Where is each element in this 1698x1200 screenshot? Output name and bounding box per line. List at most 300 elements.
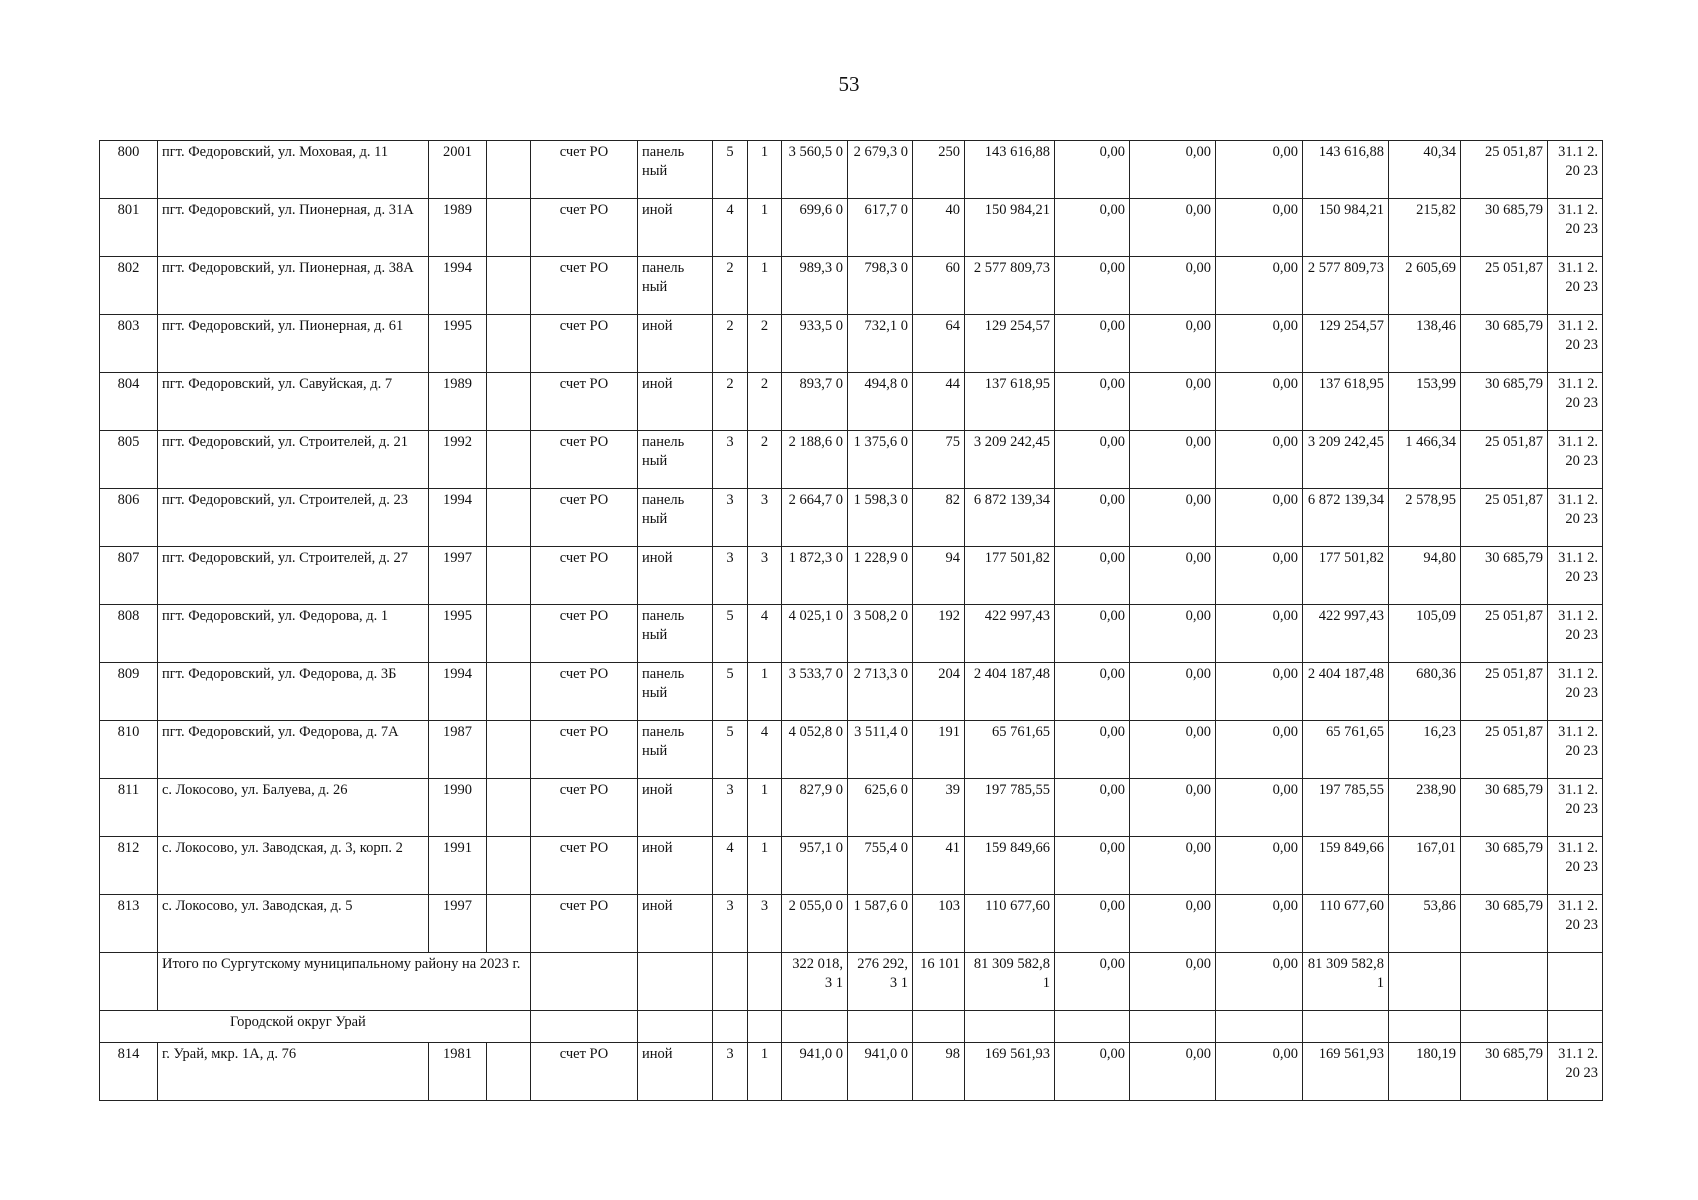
empty-cell [965,1011,1055,1043]
entrances-cell: 1 [748,663,782,721]
cost-part-1-cell: 0,00 [1055,895,1130,953]
floors-cell: 3 [713,779,748,837]
row-number: 813 [100,895,158,953]
entrances-cell: 2 [748,315,782,373]
row-number: 803 [100,315,158,373]
empty-cell [487,1043,531,1101]
entrances-cell: 1 [748,779,782,837]
residents-cell: 94 [913,547,965,605]
cost-part-3-cell: 0,00 [1216,837,1303,895]
cost-per-m2-cell: 94,80 [1389,547,1461,605]
cost-per-m2-cell: 153,99 [1389,373,1461,431]
living-area-cell: 3 508,2 0 [848,605,913,663]
cost-per-m2-cell: 2 605,69 [1389,257,1461,315]
empty-cell [1055,1011,1130,1043]
empty-cell [487,895,531,953]
empty-cell [1548,953,1603,1011]
row-number: 800 [100,141,158,199]
cost-per-m2-cell: 53,86 [1389,895,1461,953]
total-area-cell: 4 052,8 0 [782,721,848,779]
deadline-cell: 31.1 2.20 23 [1548,489,1603,547]
account-cell: счет РО [531,721,638,779]
empty-cell [487,199,531,257]
living-area-cell: 755,4 0 [848,837,913,895]
table-row [100,431,1603,489]
cost-part-1-cell: 0,00 [1055,141,1130,199]
empty-cell [848,1011,913,1043]
living-area-cell: 941,0 0 [848,1043,913,1101]
year-cell: 1987 [429,721,487,779]
residents-cell: 204 [913,663,965,721]
year-cell: 1994 [429,257,487,315]
cost-part-1-cell: 0,00 [1055,663,1130,721]
table-row [100,547,1603,605]
account-cell: счет РО [531,141,638,199]
empty-cell [1461,1011,1548,1043]
floors-cell: 5 [713,605,748,663]
cost-sum-cell: 159 849,66 [1303,837,1389,895]
table-row [100,315,1603,373]
cost-part-2-cell: 0,00 [1130,953,1216,1011]
address-cell: пгт. Федоровский, ул. Строителей, д. 27 [158,547,429,605]
empty-cell [782,1011,848,1043]
row-number: 808 [100,605,158,663]
cost-sum-cell: 150 984,21 [1303,199,1389,257]
cost-part-3-cell: 0,00 [1216,315,1303,373]
empty-cell [531,1011,638,1043]
table-row [100,721,1603,779]
cost-part-3-cell: 0,00 [1216,721,1303,779]
wall-material-cell: иной [638,1043,713,1101]
cost-part-1-cell: 0,00 [1055,373,1130,431]
empty-cell [748,953,782,1011]
limit-cell: 25 051,87 [1461,489,1548,547]
residents-cell: 39 [913,779,965,837]
residents-cell: 41 [913,837,965,895]
wall-material-cell: иной [638,199,713,257]
table-row [100,373,1603,431]
address-cell: пгт. Федоровский, ул. Моховая, д. 11 [158,141,429,199]
living-area-cell: 625,6 0 [848,779,913,837]
account-cell: счет РО [531,431,638,489]
cost-sum-cell: 143 616,88 [1303,141,1389,199]
cost-sum-cell: 2 404 187,48 [1303,663,1389,721]
cost-total-cell: 150 984,21 [965,199,1055,257]
floors-cell: 4 [713,837,748,895]
total-area-cell: 933,5 0 [782,315,848,373]
cost-total-cell: 81 309 582,81 [965,953,1055,1011]
cost-part-3-cell: 0,00 [1216,953,1303,1011]
section-header-row [100,1011,1603,1043]
table-row [100,895,1603,953]
deadline-cell: 31.1 2.20 23 [1548,547,1603,605]
entrances-cell: 4 [748,721,782,779]
limit-cell: 25 051,87 [1461,663,1548,721]
address-cell: пгт. Федоровский, ул. Пионерная, д. 38А [158,257,429,315]
floors-cell: 5 [713,721,748,779]
living-area-cell: 276 292,3 1 [848,953,913,1011]
year-cell: 1997 [429,895,487,953]
empty-cell [487,489,531,547]
deadline-cell: 31.1 2.20 23 [1548,199,1603,257]
row-number: 811 [100,779,158,837]
cost-per-m2-cell: 2 578,95 [1389,489,1461,547]
residents-cell: 192 [913,605,965,663]
address-cell: с. Локосово, ул. Балуева, д. 26 [158,779,429,837]
residents-cell: 250 [913,141,965,199]
living-area-cell: 732,1 0 [848,315,913,373]
year-cell: 1994 [429,663,487,721]
floors-cell: 5 [713,663,748,721]
cost-total-cell: 143 616,88 [965,141,1055,199]
entrances-cell: 2 [748,431,782,489]
table-row [100,489,1603,547]
table-row [100,257,1603,315]
cost-total-cell: 169 561,93 [965,1043,1055,1101]
floors-cell: 3 [713,431,748,489]
living-area-cell: 494,8 0 [848,373,913,431]
cost-sum-cell: 169 561,93 [1303,1043,1389,1101]
cost-sum-cell: 137 618,95 [1303,373,1389,431]
cost-part-1-cell: 0,00 [1055,257,1130,315]
table-row [100,199,1603,257]
floors-cell: 3 [713,547,748,605]
cost-part-1-cell: 0,00 [1055,779,1130,837]
deadline-cell: 31.1 2.20 23 [1548,141,1603,199]
cost-sum-cell: 6 872 139,34 [1303,489,1389,547]
total-area-cell: 827,9 0 [782,779,848,837]
address-cell: пгт. Федоровский, ул. Савуйская, д. 7 [158,373,429,431]
living-area-cell: 1 375,6 0 [848,431,913,489]
year-cell: 2001 [429,141,487,199]
cost-part-2-cell: 0,00 [1130,721,1216,779]
living-area-cell: 1 587,6 0 [848,895,913,953]
deadline-cell: 31.1 2.20 23 [1548,895,1603,953]
limit-cell: 30 685,79 [1461,895,1548,953]
cost-part-1-cell: 0,00 [1055,315,1130,373]
cost-sum-cell: 65 761,65 [1303,721,1389,779]
address-cell: с. Локосово, ул. Заводская, д. 3, корп. 2 [158,837,429,895]
total-area-cell: 3 560,5 0 [782,141,848,199]
entrances-cell: 3 [748,547,782,605]
cost-part-3-cell: 0,00 [1216,1043,1303,1101]
deadline-cell: 31.1 2.20 23 [1548,373,1603,431]
cost-part-1-cell: 0,00 [1055,605,1130,663]
section-label: Городской округ Урай [100,1011,531,1043]
empty-cell [100,953,158,1011]
cost-part-1-cell: 0,00 [1055,953,1130,1011]
wall-material-cell: панель ный [638,721,713,779]
empty-cell [748,1011,782,1043]
deadline-cell: 31.1 2.20 23 [1548,257,1603,315]
residents-cell: 98 [913,1043,965,1101]
table-body [100,141,1603,1101]
cost-part-2-cell: 0,00 [1130,837,1216,895]
account-cell: счет РО [531,373,638,431]
account-cell: счет РО [531,315,638,373]
floors-cell: 3 [713,1043,748,1101]
residents-cell: 191 [913,721,965,779]
limit-cell: 25 051,87 [1461,721,1548,779]
address-cell: г. Урай, мкр. 1А, д. 76 [158,1043,429,1101]
wall-material-cell: иной [638,895,713,953]
empty-cell [1303,1011,1389,1043]
limit-cell: 25 051,87 [1461,257,1548,315]
table-row [100,141,1603,199]
capital-repair-register-table [99,140,1603,1101]
empty-cell [1389,1011,1461,1043]
empty-cell [638,1011,713,1043]
cost-part-2-cell: 0,00 [1130,489,1216,547]
cost-part-3-cell: 0,00 [1216,547,1303,605]
empty-cell [487,779,531,837]
wall-material-cell: панель ный [638,489,713,547]
account-cell: счет РО [531,1043,638,1101]
row-number: 809 [100,663,158,721]
cost-per-m2-cell: 105,09 [1389,605,1461,663]
residents-cell: 75 [913,431,965,489]
cost-per-m2-cell: 16,23 [1389,721,1461,779]
cost-part-3-cell: 0,00 [1216,663,1303,721]
cost-sum-cell: 177 501,82 [1303,547,1389,605]
address-cell: пгт. Федоровский, ул. Федорова, д. 7А [158,721,429,779]
cost-part-3-cell: 0,00 [1216,257,1303,315]
table-row [100,663,1603,721]
year-cell: 1997 [429,547,487,605]
empty-cell [487,721,531,779]
empty-cell [1216,1011,1303,1043]
empty-cell [487,605,531,663]
year-cell: 1992 [429,431,487,489]
cost-part-1-cell: 0,00 [1055,721,1130,779]
empty-cell [487,141,531,199]
total-label: Итого по Сургутскому муниципальному району на 2023 г. [158,953,531,1011]
cost-part-2-cell: 0,00 [1130,1043,1216,1101]
row-number: 814 [100,1043,158,1101]
residents-cell: 60 [913,257,965,315]
cost-part-2-cell: 0,00 [1130,895,1216,953]
residents-cell: 40 [913,199,965,257]
living-area-cell: 617,7 0 [848,199,913,257]
limit-cell: 30 685,79 [1461,199,1548,257]
wall-material-cell: панель ный [638,141,713,199]
wall-material-cell: иной [638,837,713,895]
cost-part-1-cell: 0,00 [1055,547,1130,605]
cost-part-3-cell: 0,00 [1216,199,1303,257]
cost-part-3-cell: 0,00 [1216,779,1303,837]
cost-total-cell: 197 785,55 [965,779,1055,837]
page-number: 53 [838,72,860,96]
account-cell: счет РО [531,779,638,837]
entrances-cell: 1 [748,1043,782,1101]
table-row [100,779,1603,837]
total-area-cell: 893,7 0 [782,373,848,431]
wall-material-cell: панель ный [638,663,713,721]
deadline-cell: 31.1 2.20 23 [1548,837,1603,895]
table-row [100,837,1603,895]
living-area-cell: 1 228,9 0 [848,547,913,605]
cost-sum-cell: 129 254,57 [1303,315,1389,373]
cost-part-1-cell: 0,00 [1055,837,1130,895]
floors-cell: 3 [713,895,748,953]
entrances-cell: 1 [748,257,782,315]
floors-cell: 4 [713,199,748,257]
floors-cell: 5 [713,141,748,199]
year-cell: 1990 [429,779,487,837]
total-area-cell: 2 664,7 0 [782,489,848,547]
account-cell: счет РО [531,199,638,257]
deadline-cell: 31.1 2.20 23 [1548,605,1603,663]
total-area-cell: 322 018,3 1 [782,953,848,1011]
cost-total-cell: 6 872 139,34 [965,489,1055,547]
empty-cell [638,953,713,1011]
empty-cell [913,1011,965,1043]
cost-total-cell: 422 997,43 [965,605,1055,663]
empty-cell [713,953,748,1011]
empty-cell [713,1011,748,1043]
wall-material-cell: иной [638,315,713,373]
total-area-cell: 2 188,6 0 [782,431,848,489]
cost-total-cell: 65 761,65 [965,721,1055,779]
address-cell: пгт. Федоровский, ул. Строителей, д. 21 [158,431,429,489]
cost-total-cell: 3 209 242,45 [965,431,1055,489]
cost-per-m2-cell: 238,90 [1389,779,1461,837]
residents-cell: 44 [913,373,965,431]
account-cell: счет РО [531,837,638,895]
account-cell: счет РО [531,547,638,605]
total-area-cell: 2 055,0 0 [782,895,848,953]
table-row [100,605,1603,663]
empty-cell [487,431,531,489]
empty-cell [487,663,531,721]
cost-part-3-cell: 0,00 [1216,431,1303,489]
cost-part-1-cell: 0,00 [1055,199,1130,257]
cost-part-2-cell: 0,00 [1130,547,1216,605]
cost-per-m2-cell: 40,34 [1389,141,1461,199]
limit-cell: 30 685,79 [1461,373,1548,431]
limit-cell: 30 685,79 [1461,779,1548,837]
limit-cell: 30 685,79 [1461,315,1548,373]
living-area-cell: 3 511,4 0 [848,721,913,779]
entrances-cell: 1 [748,141,782,199]
cost-total-cell: 129 254,57 [965,315,1055,373]
living-area-cell: 1 598,3 0 [848,489,913,547]
year-cell: 1981 [429,1043,487,1101]
row-number: 801 [100,199,158,257]
deadline-cell: 31.1 2.20 23 [1548,315,1603,373]
cost-total-cell: 2 577 809,73 [965,257,1055,315]
total-row [100,953,1603,1011]
limit-cell: 30 685,79 [1461,547,1548,605]
cost-per-m2-cell: 138,46 [1389,315,1461,373]
address-cell: пгт. Федоровский, ул. Строителей, д. 23 [158,489,429,547]
cost-per-m2-cell: 1 466,34 [1389,431,1461,489]
living-area-cell: 2 713,3 0 [848,663,913,721]
entrances-cell: 1 [748,199,782,257]
cost-per-m2-cell: 167,01 [1389,837,1461,895]
wall-material-cell: панель ный [638,257,713,315]
address-cell: с. Локосово, ул. Заводская, д. 5 [158,895,429,953]
cost-part-2-cell: 0,00 [1130,663,1216,721]
cost-total-cell: 2 404 187,48 [965,663,1055,721]
cost-part-2-cell: 0,00 [1130,257,1216,315]
limit-cell: 25 051,87 [1461,431,1548,489]
cost-per-m2-cell: 180,19 [1389,1043,1461,1101]
residents-cell: 64 [913,315,965,373]
empty-cell [487,837,531,895]
limit-cell: 25 051,87 [1461,605,1548,663]
account-cell: счет РО [531,257,638,315]
total-area-cell: 1 872,3 0 [782,547,848,605]
entrances-cell: 3 [748,895,782,953]
floors-cell: 2 [713,373,748,431]
cost-part-1-cell: 0,00 [1055,431,1130,489]
cost-total-cell: 177 501,82 [965,547,1055,605]
row-number: 807 [100,547,158,605]
cost-part-1-cell: 0,00 [1055,489,1130,547]
row-number: 802 [100,257,158,315]
cost-per-m2-cell: 215,82 [1389,199,1461,257]
year-cell: 1989 [429,199,487,257]
floors-cell: 2 [713,315,748,373]
deadline-cell: 31.1 2.20 23 [1548,1043,1603,1101]
total-area-cell: 941,0 0 [782,1043,848,1101]
cost-part-3-cell: 0,00 [1216,373,1303,431]
deadline-cell: 31.1 2.20 23 [1548,431,1603,489]
row-number: 812 [100,837,158,895]
table-row [100,1043,1603,1101]
living-area-cell: 2 679,3 0 [848,141,913,199]
address-cell: пгт. Федоровский, ул. Федорова, д. 1 [158,605,429,663]
account-cell: счет РО [531,663,638,721]
cost-part-2-cell: 0,00 [1130,605,1216,663]
cost-total-cell: 159 849,66 [965,837,1055,895]
cost-total-cell: 110 677,60 [965,895,1055,953]
residents-cell: 16 101 [913,953,965,1011]
wall-material-cell: иной [638,373,713,431]
cost-part-2-cell: 0,00 [1130,141,1216,199]
total-area-cell: 3 533,7 0 [782,663,848,721]
empty-cell [487,315,531,373]
cost-per-m2-cell: 680,36 [1389,663,1461,721]
cost-part-2-cell: 0,00 [1130,315,1216,373]
floors-cell: 2 [713,257,748,315]
cost-part-3-cell: 0,00 [1216,895,1303,953]
entrances-cell: 4 [748,605,782,663]
entrances-cell: 2 [748,373,782,431]
wall-material-cell: иной [638,547,713,605]
limit-cell: 30 685,79 [1461,837,1548,895]
cost-part-3-cell: 0,00 [1216,141,1303,199]
deadline-cell: 31.1 2.20 23 [1548,721,1603,779]
living-area-cell: 798,3 0 [848,257,913,315]
row-number: 806 [100,489,158,547]
cost-sum-cell: 81 309 582,81 [1303,953,1389,1011]
year-cell: 1994 [429,489,487,547]
cost-sum-cell: 110 677,60 [1303,895,1389,953]
year-cell: 1995 [429,605,487,663]
cost-sum-cell: 422 997,43 [1303,605,1389,663]
row-number: 804 [100,373,158,431]
entrances-cell: 1 [748,837,782,895]
address-cell: пгт. Федоровский, ул. Пионерная, д. 31А [158,199,429,257]
cost-part-2-cell: 0,00 [1130,431,1216,489]
wall-material-cell: панель ный [638,605,713,663]
address-cell: пгт. Федоровский, ул. Пионерная, д. 61 [158,315,429,373]
cost-part-2-cell: 0,00 [1130,199,1216,257]
cost-part-2-cell: 0,00 [1130,779,1216,837]
cost-sum-cell: 2 577 809,73 [1303,257,1389,315]
